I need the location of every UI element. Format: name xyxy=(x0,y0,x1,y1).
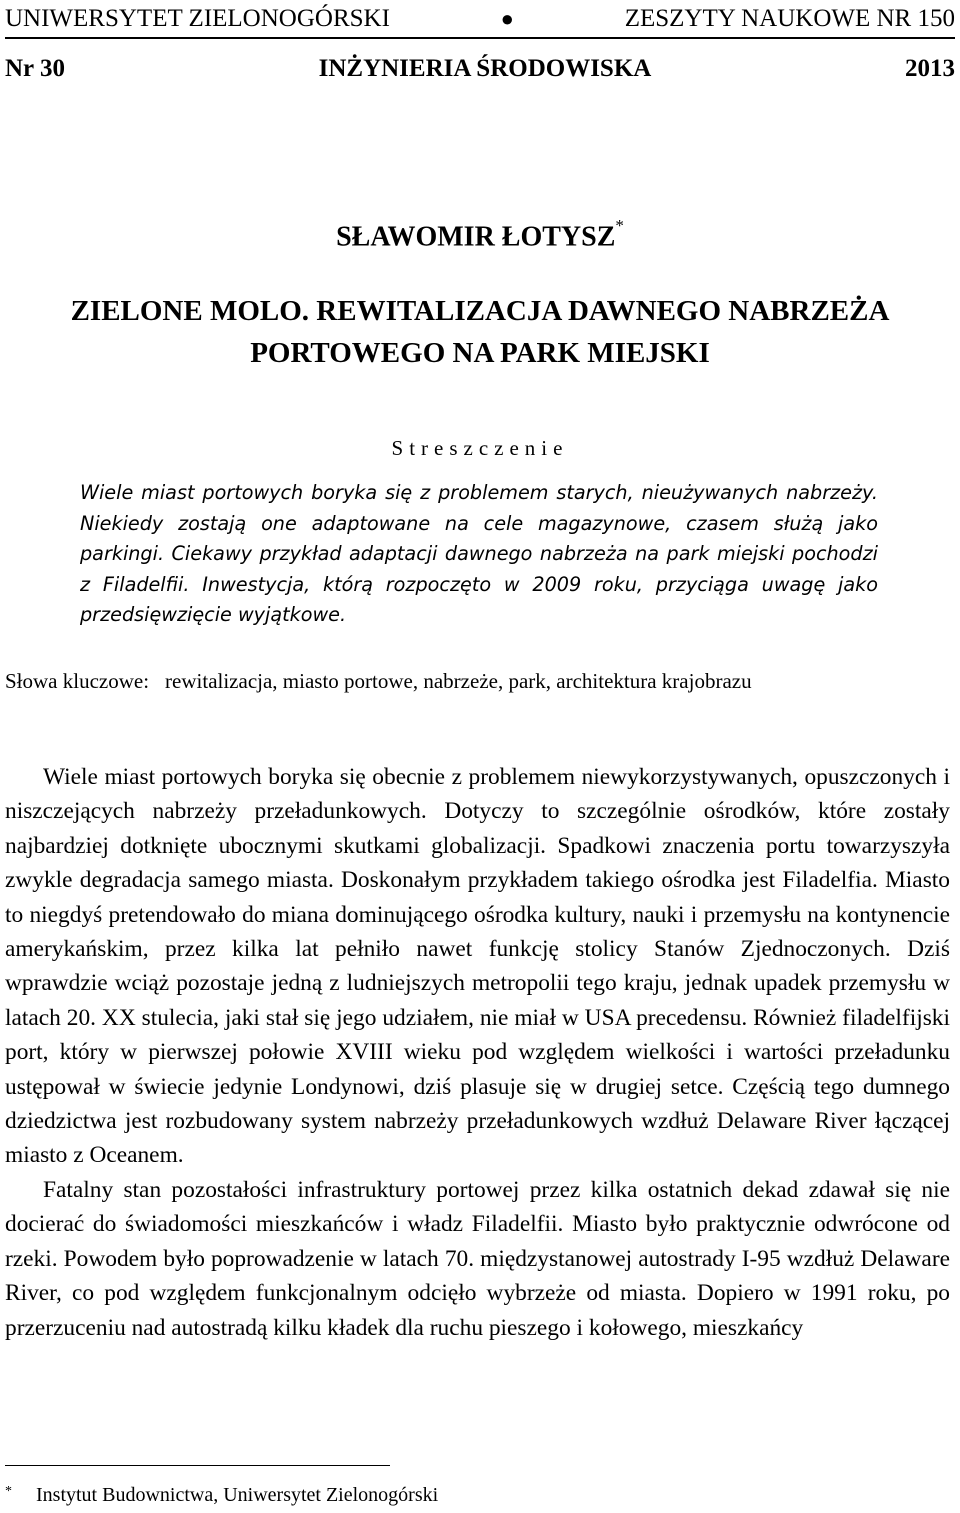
article-title xyxy=(0,290,960,374)
header-rule xyxy=(5,37,955,39)
university-name: UNIWERSYTET ZIELONOGÓRSKI xyxy=(5,5,390,32)
publication-year: 2013 xyxy=(904,55,955,82)
abstract-text: Wiele miast portowych boryka się z problemem starych, nieużywanych nabrzeży. Niekiedy zostają one adaptowane na cele magazynowe, czasem służą jako parkingi. Ciekawy przykład adaptacji dawnego nabrzeża na park miejski pochodzi z Filadelfii. Inwestycja, którą rozpoczęto w 2009 roku, przyciąga uwagę jako przedsięwzięcie wyjątkowe. xyxy=(80,481,878,626)
journal-name: ZESZYTY NAUKOWE NR 150 xyxy=(624,5,955,32)
author-name: SŁAWOMIR ŁOTYSZ xyxy=(336,221,616,253)
journal-section: INŻYNIERIA ŚRODOWISKA xyxy=(318,55,652,82)
issue-number: Nr 30 xyxy=(5,55,65,82)
running-header-bottom xyxy=(5,54,955,84)
abstract-heading: Streszczenie xyxy=(391,436,569,460)
bullet-separator: ● xyxy=(500,6,514,31)
footnote-rule xyxy=(5,1465,390,1466)
footnote xyxy=(5,1483,438,1510)
title-line-2: PORTOWEGO NA PARK MIEJSKI xyxy=(250,337,710,369)
article-body xyxy=(5,760,950,1345)
footnote-text: Instytut Budownictwa, Uniwersytet Zielonogórski xyxy=(36,1484,439,1506)
keywords-list: rewitalizacja, miasto portowe, nabrzeże, park, architektura krajobrazu xyxy=(165,669,752,693)
title-line-1: ZIELONE MOLO. REWITALIZACJA DAWNEGO NABRZEŻA xyxy=(70,295,890,327)
body-paragraph-1: Wiele miast portowych boryka się obecnie z problemem niewykorzystywanych, opuszczonych i niszczejących nabrzeży przeładunkowych. Dotyczy to szczególnie ośrodków, które zostały najbardziej dotknięte ubocznymi skutkami globalizacji. Spadkowi znaczenia portu towarzyszyła zwykle degradacja samego miasta. Doskonałym przykładem takiego ośrodka jest Filadelfia. Miasto to niegdyś pretendowało do miana dominującego ośrodka kultury, nauki i przemysłu na kontynencie amerykańskim, przez kilka lat pełniło nawet funkcję stolicy Stanów Zjednoczonych. Dziś wprawdzie wciąż pozostaje jedną z ludniejszych metropolii tego kraju, jednak upadek przemysłu w latach 20. XX stulecia, jaki stał się jego udziałem, nie miał w USA precedensu. Również filadelfijski port, który w pierwszej połowie XVIII wieku pod względem wielkości i wartości przeładunku ustępował w świecie jedynie Londynowi, dziś plasuje się w drugiej setce. Częścią tego dumnego dziedzictwa jest rozbudowany system nabrzeży przeładunkowych wzdłuż Delaware River łączącej miasto z Oceanem. xyxy=(5,764,950,1169)
footnote-mark: * xyxy=(5,1484,12,1499)
keywords-label: Słowa kluczowe: xyxy=(5,669,150,693)
body-paragraph-2: Fatalny stan pozostałości infrastruktury portowej przez kilka ostatnich dekad zdawał się nie docierać do świadomości mieszkańców i władz Filadelfii. Miasto było praktycznie odwrócone od rzeki. Powodem było poprowadzenie w latach 70. międzystanowej autostrady I-95 wzdłuż Delaware River, co pod względem funkcjonalnym odcięło wybrzeże od miasta. Dopiero w 1991 roku, po przerzuceniu nad autostradą kilku kładek dla ruchu pieszego i kołowego, mieszkańcy xyxy=(5,1176,950,1341)
running-header-top xyxy=(5,4,955,34)
article-author xyxy=(0,216,960,253)
keywords xyxy=(5,666,955,696)
author-footnote-mark: * xyxy=(615,216,624,235)
